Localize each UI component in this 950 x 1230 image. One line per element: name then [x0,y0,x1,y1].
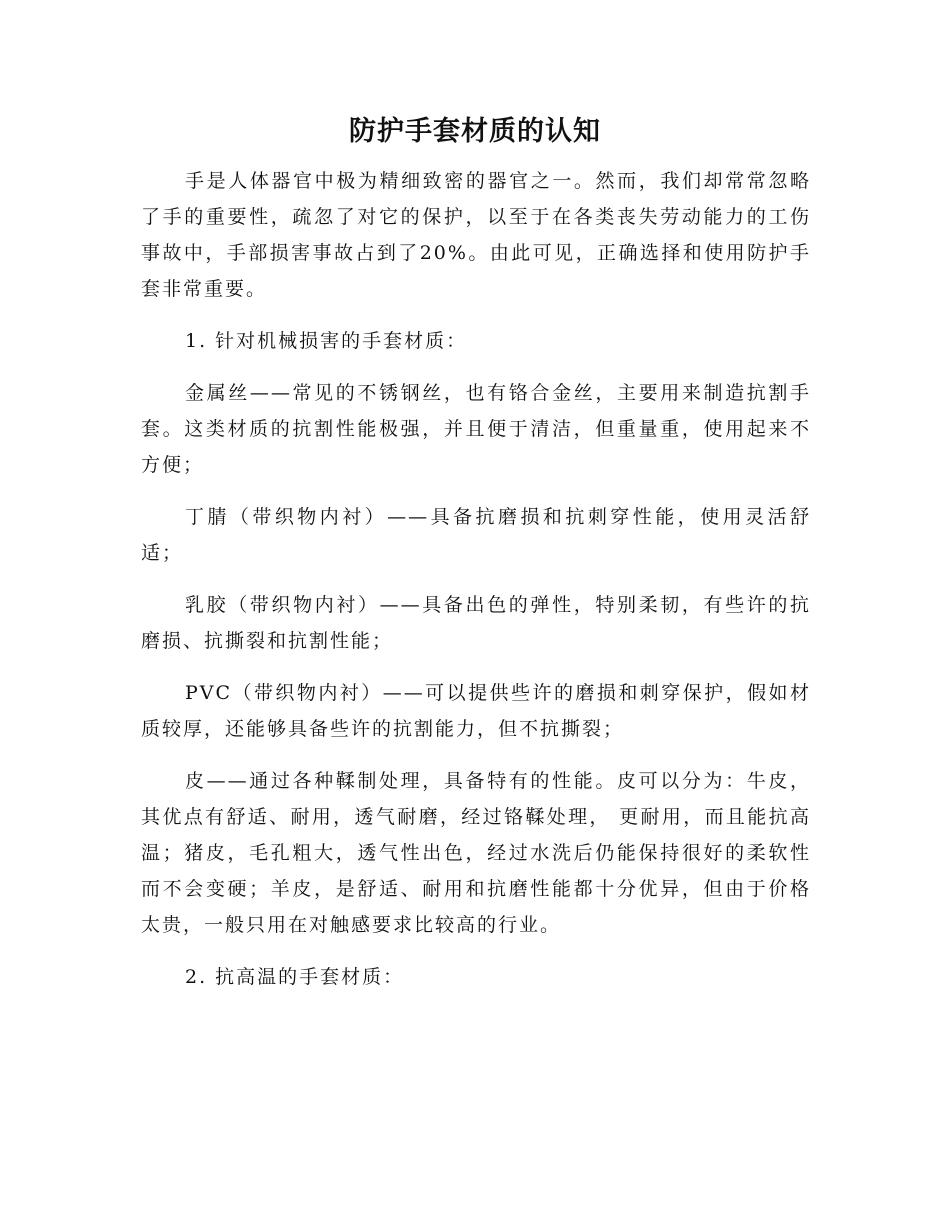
document-title: 防护手套材质的认知 [349,116,601,147]
section-heading-high-temperature: 2. 抗高温的手套材质： [185,966,405,988]
paragraph-latex: 乳胶（带织物内衬）——具备出色的弹性，特别柔韧，有些许的抗磨损、抗撕裂和抗割性能； [141,594,811,652]
paragraph-nitrile: 丁腈（带织物内衬）——具备抗磨损和抗刺穿性能，使用灵活舒适； [141,506,811,564]
section-heading-mechanical: 1. 针对机械损害的手套材质： [185,330,468,352]
paragraph-pvc: PVC（带织物内衬）——可以提供些许的磨损和刺穿保护，假如材质较厚，还能够具备些许的抗割能力，但不抗撕裂； [141,682,811,740]
document-body [141,163,811,1011]
intro-paragraph: 手是人体器官中极为精细致密的器官之一。然而，我们却常常忽略了手的重要性，疏忽了对它的保护，以至于在各类丧失劳动能力的工伤事故中，手部损害事故占到了20%。由此可见，正确选择和使用防护手套非常重要。 [141,170,811,300]
paragraph-metal-wire: 金属丝——常见的不锈钢丝，也有铬合金丝，主要用来制造抗割手套。这类材质的抗割性能极强，并且便于清洁，但重量重，使用起来不方便； [141,382,811,476]
paragraph-leather: 皮——通过各种鞣制处理，具备特有的性能。皮可以分为：牛皮，其优点有舒适、耐用，透气耐磨，经过铬鞣处理， 更耐用，而且能抗高温；猪皮，毛孔粗大，透气性出色，经过水洗后仍能保持很好的柔软性而不会变硬；羊皮，是舒适、耐用和抗磨性能都十分优异，但由于价格太贵，一般只用在对触感要求比较高的行业。 [141,770,811,936]
